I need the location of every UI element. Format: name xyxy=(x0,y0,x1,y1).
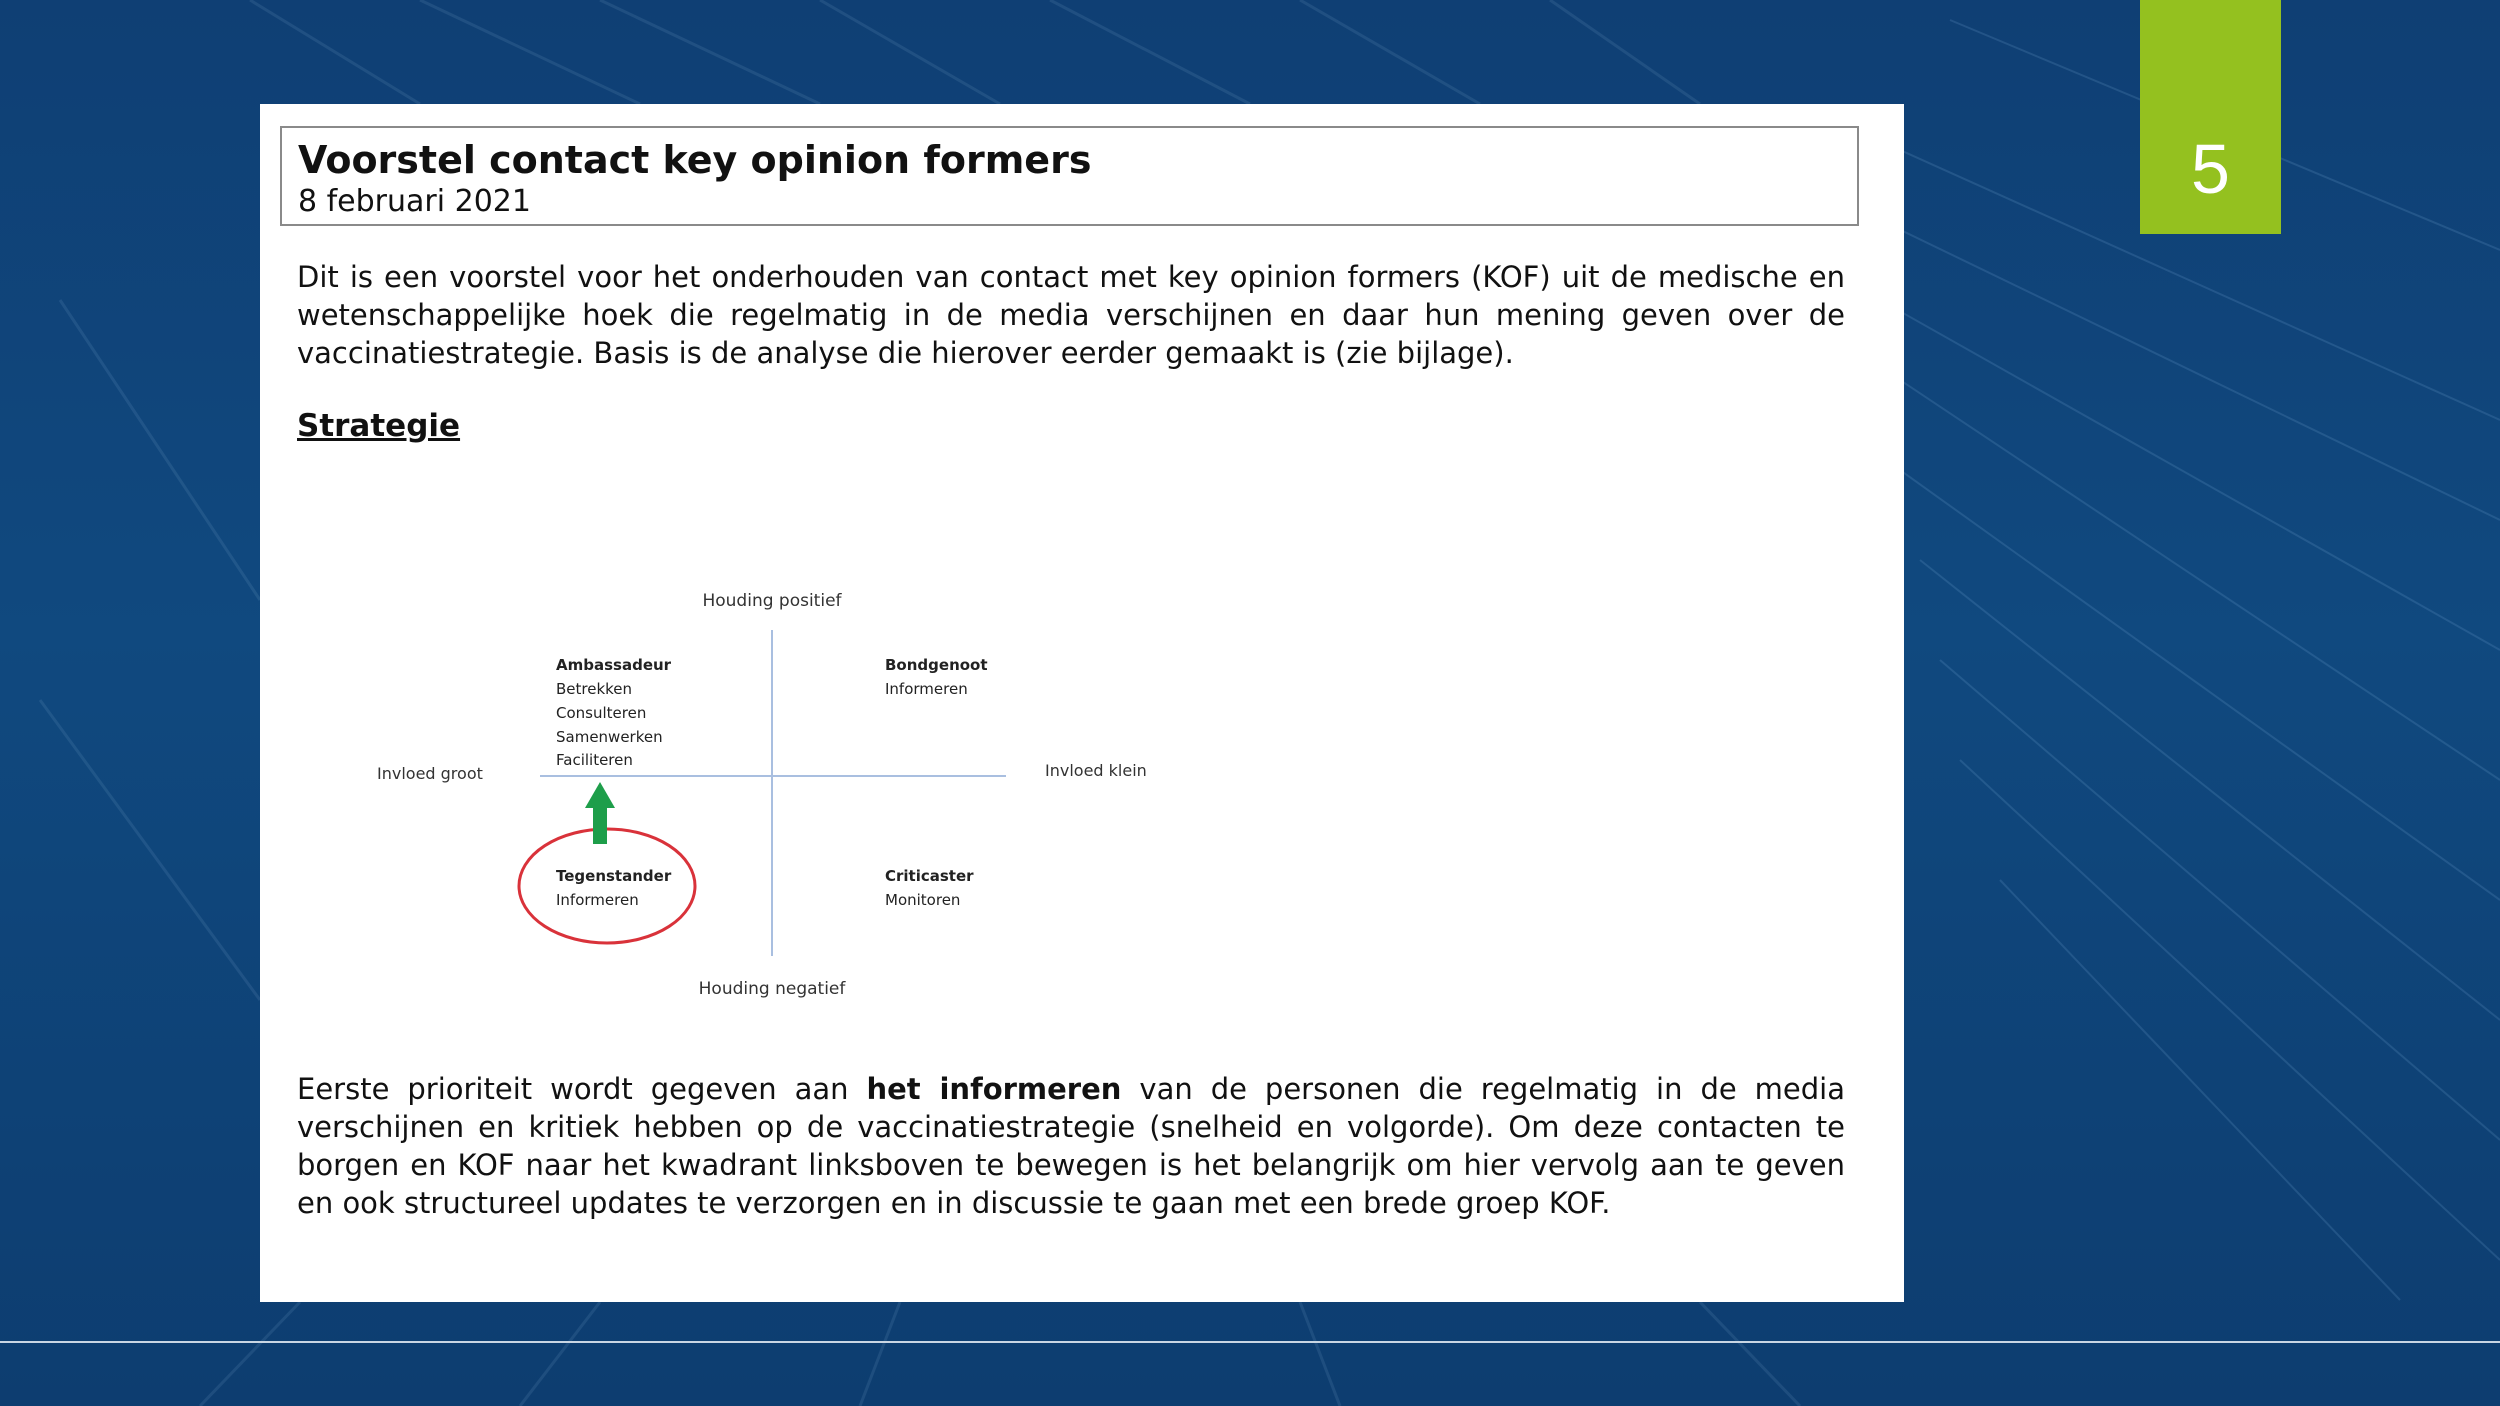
page-number-badge xyxy=(2140,0,2281,234)
highlight-circle xyxy=(519,829,695,943)
quadrant-item: Consulteren xyxy=(556,704,647,722)
axis-label-top: Houding positief xyxy=(702,591,842,611)
section-heading: Strategie xyxy=(297,408,461,444)
quadrant-title-ambassadeur: Ambassadeur xyxy=(556,656,672,674)
quadrant-bottom-right xyxy=(885,867,974,909)
axis-label-bottom: Houding negatief xyxy=(698,979,846,999)
quadrant-top-left xyxy=(556,656,672,769)
axis-label-left: Invloed groot xyxy=(377,764,483,783)
quadrant-item: Informeren xyxy=(885,680,968,698)
bottom-rule xyxy=(0,1341,2500,1343)
page-number: 5 xyxy=(2191,130,2230,208)
quadrant-title-tegenstander: Tegenstander xyxy=(556,867,672,885)
quadrant-item: Informeren xyxy=(556,891,639,909)
quadrant-top-right xyxy=(885,656,988,698)
quadrant-item: Betrekken xyxy=(556,680,633,698)
document-title: Voorstel contact key opinion formers xyxy=(298,138,1092,182)
priority-paragraph xyxy=(297,1070,1845,1222)
axis-label-right: Invloed klein xyxy=(1045,761,1147,780)
quadrant-title-criticaster: Criticaster xyxy=(885,867,974,885)
priority-emphasis: het informeren xyxy=(866,1072,1122,1106)
up-arrow-icon xyxy=(585,782,615,844)
quadrant-item: Monitoren xyxy=(885,891,961,909)
document-image xyxy=(260,104,1904,1302)
priority-text-start: Eerste prioriteit wordt gegeven aan xyxy=(297,1072,867,1106)
quadrant-title-bondgenoot: Bondgenoot xyxy=(885,656,988,674)
quadrant-bottom-left xyxy=(556,867,672,909)
priority-text-end: van de personen die regelmatig in de media verschijnen en kritiek hebben op de vaccinatiestrategie (snelheid en volgorde). Om deze contacten te borgen en KOF naar het kwadrant linksboven te bewegen is het belangrijk om hier vervolg aan te geven en ook structureel updates te verzorgen en in discussie te gaan met een brede groep KOF. xyxy=(297,1072,1845,1220)
quadrant-item: Faciliteren xyxy=(556,751,633,769)
intro-paragraph: Dit is een voorstel voor het onderhouden van contact met key opinion formers (KOF) uit de medische en wetenschappelijke hoek die regelmatig in de media verschijnen en daar hun mening geven over de vaccinatiestrategie. Basis is de analyse die hierover eerder gemaakt is (zie bijlage). xyxy=(297,260,1845,370)
document-date: 8 februari 2021 xyxy=(298,184,531,219)
quadrant-item: Samenwerken xyxy=(556,728,663,746)
